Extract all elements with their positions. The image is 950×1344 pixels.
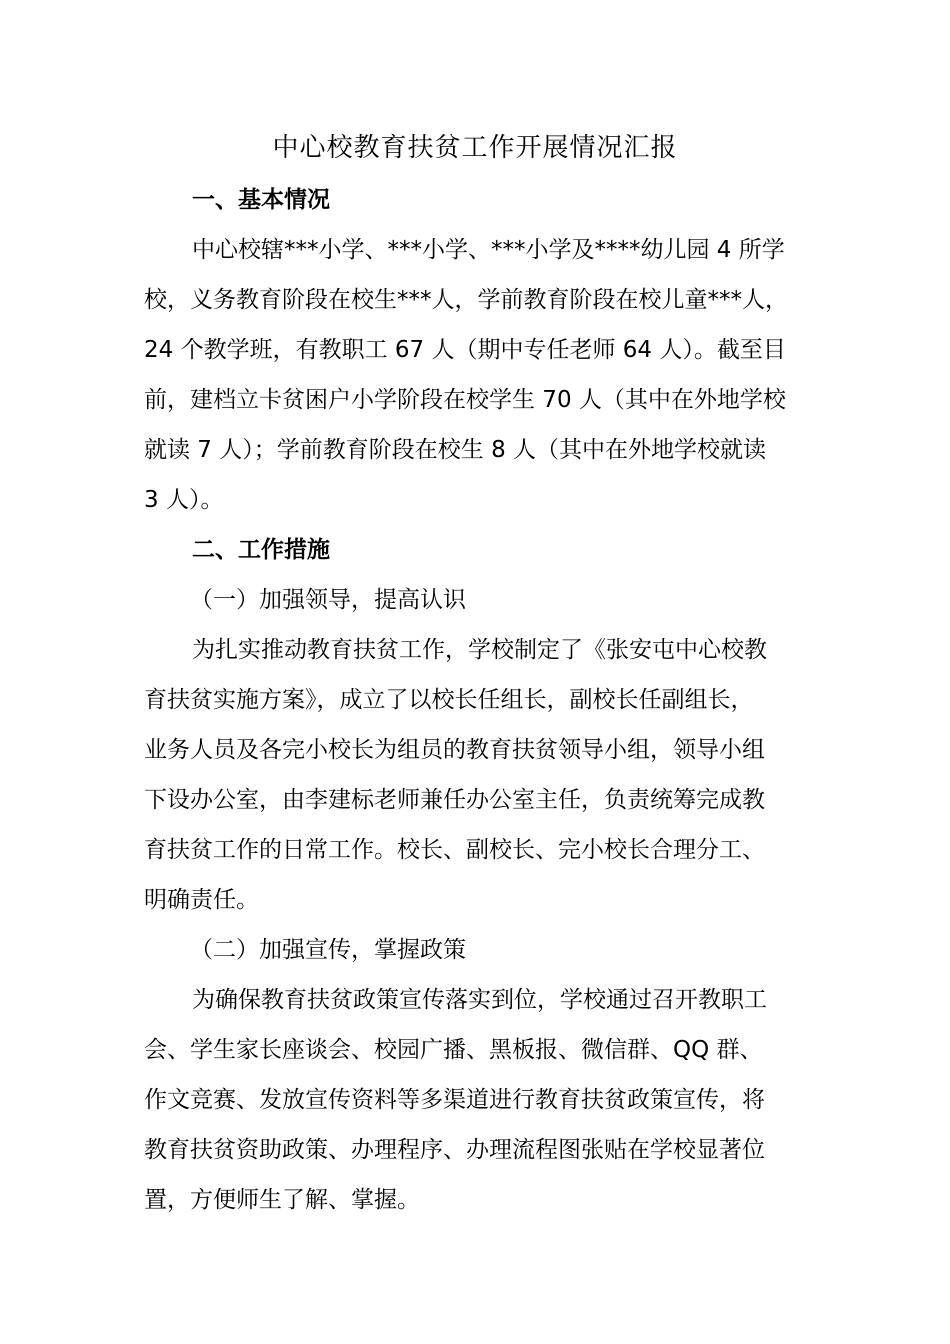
paragraph-line: 教育扶贫资助政策、办理程序、办理流程图张贴在学校显著位 — [144, 1137, 765, 1163]
section-heading-basic-info: 一、基本情况 — [192, 187, 330, 213]
paragraph-line: 中心校辖***小学、***小学、***小学及****幼儿园 4 所学 — [192, 237, 785, 263]
paragraph-line: 24 个教学班，有教职工 67 人（期中专任老师 64 人）。截至目 — [144, 337, 786, 363]
paragraph-line: 作文竞赛、发放宣传资料等多渠道进行教育扶贫政策宣传，将 — [144, 1087, 765, 1113]
subsection-heading-publicity: （二）加强宣传，掌握政策 — [190, 937, 466, 963]
paragraph-line: 就读 7 人）；学前教育阶段在校生 8 人（其中在外地学校就读 — [144, 437, 767, 463]
paragraph-line: 为扎实推动教育扶贫工作，学校制定了《张安屯中心校教 — [192, 637, 767, 663]
paragraph-line: 育扶贫工作的日常工作。校长、副校长、完小校长合理分工、 — [144, 837, 765, 863]
section-heading-measures: 二、工作措施 — [192, 537, 330, 563]
subsection-heading-leadership: （一）加强领导，提高认识 — [190, 587, 466, 613]
paragraph-line: 校，义务教育阶段在校生***人，学前教育阶段在校儿童***人， — [144, 287, 788, 313]
paragraph-line: 前，建档立卡贫困户小学阶段在校学生 70 人（其中在外地学校 — [144, 387, 786, 413]
paragraph-line: 育扶贫实施方案》，成立了以校长任组长，副校长任副组长， — [144, 687, 754, 713]
paragraph-line: 置，方便师生了解、掌握。 — [144, 1187, 420, 1213]
paragraph-line: 为确保教育扶贫政策宣传落实到位，学校通过召开教职工 — [192, 987, 767, 1013]
paragraph-line: 会、学生家长座谈会、校园广播、黑板报、微信群、QQ 群、 — [144, 1037, 763, 1063]
paragraph-line: 3 人）。 — [144, 487, 224, 513]
paragraph-line: 下设办公室，由李建标老师兼任办公室主任，负责统筹完成教 — [144, 787, 765, 813]
document-title: 中心校教育扶贫工作开展情况汇报 — [272, 133, 678, 163]
paragraph-line: 业务人员及各完小校长为组员的教育扶贫领导小组，领导小组 — [144, 737, 765, 763]
paragraph-line: 明确责任。 — [144, 887, 259, 913]
